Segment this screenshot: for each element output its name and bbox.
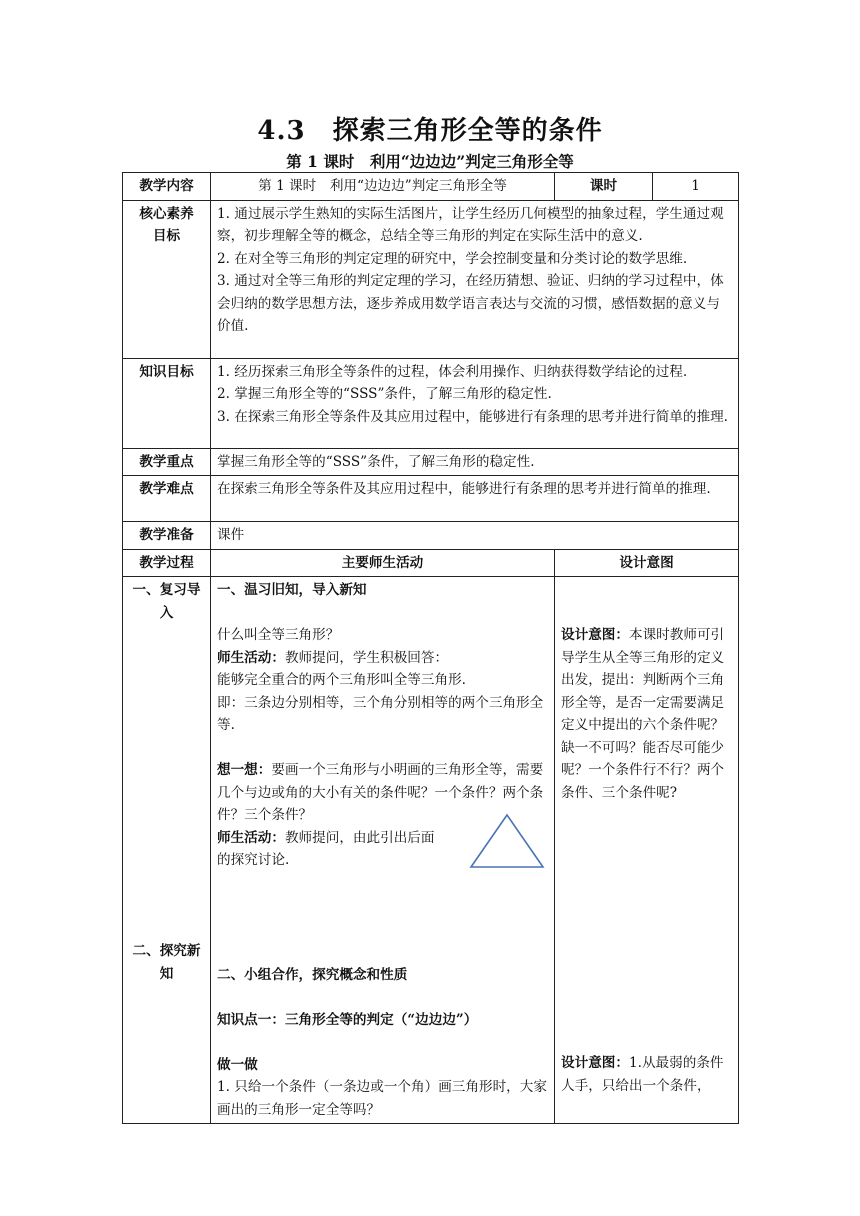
section-heading: 二、小组合作，探究概念和性质: [217, 966, 408, 983]
key-point-row: [123, 448, 739, 476]
section-heading: 一、温习旧知，导入新知: [217, 582, 367, 598]
exercise-item: 1. 只给一个条件（一条边或一个角）画三角形时，大家画出的三角形一定全等吗？: [217, 1079, 547, 1118]
preparation-row: [123, 522, 739, 550]
knowledge-goals-label: 知识目标: [123, 358, 211, 448]
design-intent-note: 设计意图：1.从最弱的条件人手，只给出一个条件，: [561, 1055, 724, 1094]
lesson-plan-table: [122, 172, 739, 1124]
period-label: 课时: [555, 173, 653, 201]
core-literacy-row: [123, 200, 739, 358]
content-value: 第 1 课时 利用“边边边”判定三角形全等: [211, 173, 555, 201]
answer-text: 即：三条边分别相等，三个角分别相等的两个三角形全等.: [217, 694, 544, 733]
preparation-label: 教学准备: [123, 522, 211, 550]
core-literacy-item: 2. 在对全等三角形的判定定理的研究中，学会控制变量和分类讨论的数学思维.: [217, 250, 688, 267]
preparation-text: 课件: [211, 522, 739, 550]
process-header-step: 教学过程: [123, 549, 211, 577]
knowledge-point-heading: 知识点一：三角形全等的判定（“边边边”）: [217, 1011, 478, 1028]
key-point-label: 教学重点: [123, 448, 211, 476]
core-literacy-item: 3. 通过对全等三角形的判定定理的学习，在经历猜想、验证、归纳的学习过程中，体会归纳的数学思想方法，逐步养成用数学语言表达与交流的习惯，感悟数据的意义与价值.: [217, 273, 724, 334]
content-label: 教学内容: [123, 173, 211, 201]
think-paragraph: 想一想：要画一个三角形与小明画的三角形全等，需要几个与边或角的大小有关的条件呢？一个条件？两个条件？三个条件？: [217, 762, 544, 823]
review-question: 什么叫全等三角形？: [217, 627, 340, 643]
activity-continuation: 的探究讨论.: [217, 852, 290, 868]
info-row: [123, 173, 739, 201]
step-review-label: 一、复习导 入: [132, 582, 201, 621]
knowledge-goals-row: [123, 358, 739, 448]
process-header-row: [123, 549, 739, 577]
teacher-student-activities: [211, 577, 555, 1124]
design-intent-column: [555, 577, 739, 1124]
triangle-figure: [469, 813, 545, 871]
process-steps: [123, 577, 211, 1124]
knowledge-goal-item: 2. 掌握三角形全等的“SSS”条件，了解三角形的稳定性.: [217, 386, 552, 402]
knowledge-goal-item: 3. 在探索三角形全等条件及其应用过程中，能够进行有条理的思考并进行简单的推理.: [217, 408, 728, 425]
activity-heading: 做一做: [217, 1056, 258, 1073]
difficulty-label: 教学难点: [123, 476, 211, 522]
step-explore-label: 二、探究新 知: [132, 943, 201, 982]
core-literacy-item: 1. 通过展示学生熟知的实际生活图片，让学生经历几何模型的抽象过程，学生通过观察，初步理解全等的概念，总结全等三角形的判定在实际生活中的意义.: [217, 205, 724, 244]
answer-text: 能够完全重合的两个三角形叫全等三角形.: [217, 672, 467, 688]
knowledge-goal-item: 1. 经历探索三角形全等条件的过程，体会利用操作、归纳获得数学结论的过程.: [217, 363, 688, 380]
design-intent-note: 设计意图：本课时教师可引导学生从全等三角形的定义出发，提出：判断两个三角形全等，是否一定需要满足定义中提出的六个条件呢？缺一不可吗？能否尽可能少呢？一个条件行不行？两个条件、三个条件呢?: [561, 627, 725, 801]
core-literacy-label: 核心素养 目标: [123, 200, 211, 358]
core-literacy-content: [211, 200, 739, 358]
key-point-text: 掌握三角形全等的“SSS”条件，了解三角形的稳定性.: [211, 448, 739, 476]
activity-paragraph: 师生活动：教师提问，由此引出后面: [217, 829, 435, 846]
page-title: 4.3 探索三角形全等的条件: [257, 116, 603, 146]
page-subtitle: 第 1 课时 利用“边边边”判定三角形全等: [286, 152, 574, 171]
activity-paragraph: 师生活动：教师提问，学生积极回答：: [217, 649, 449, 666]
process-header-design: 设计意图: [555, 549, 739, 577]
process-row: [123, 577, 739, 1124]
difficulty-text: 在探索三角形全等条件及其应用过程中，能够进行有条理的思考并进行简单的推理.: [211, 476, 739, 522]
period-value: 1: [653, 173, 739, 201]
difficulty-row: [123, 476, 739, 522]
process-header-activities: 主要师生活动: [211, 549, 555, 577]
knowledge-goals-content: [211, 358, 739, 448]
